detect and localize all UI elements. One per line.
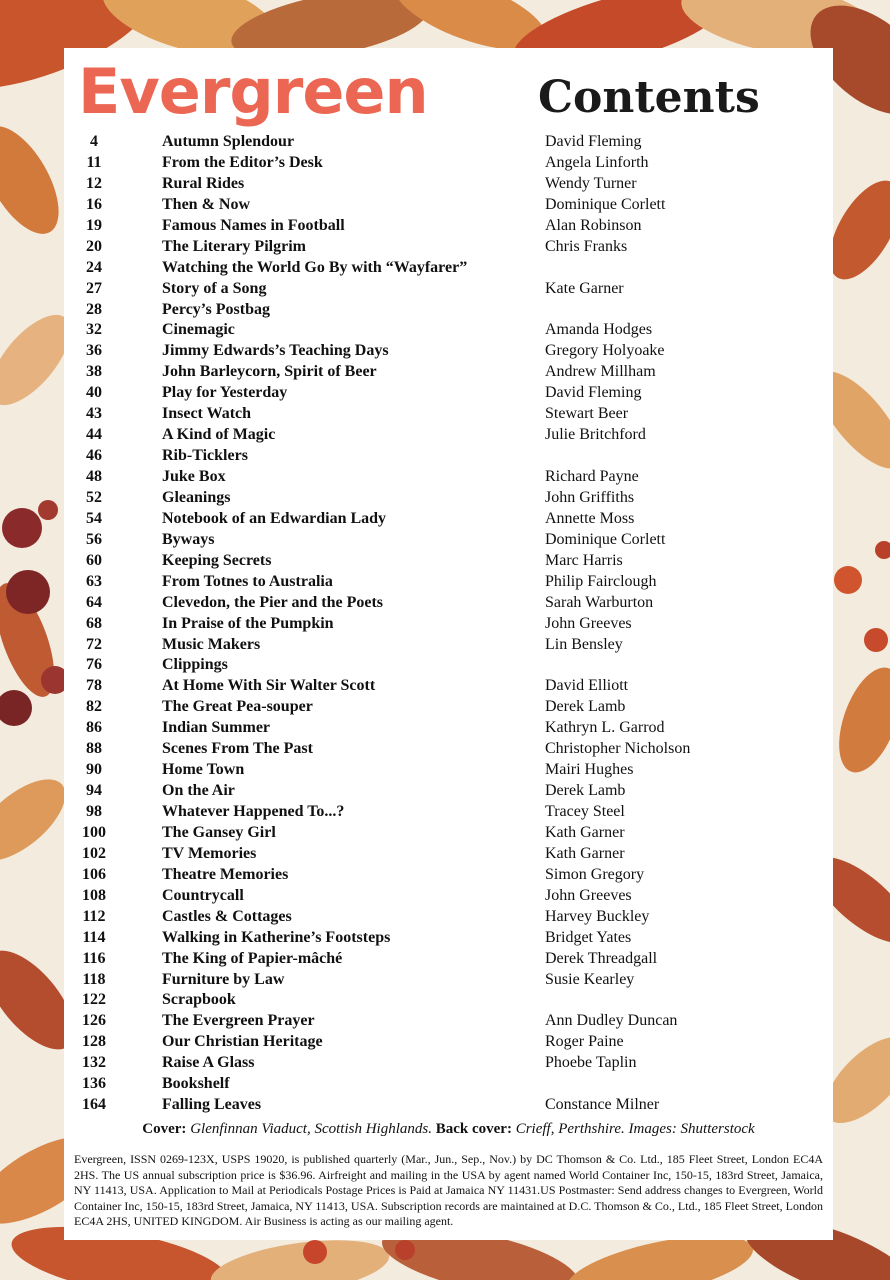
article-title: A Kind of Magic [162,426,276,444]
article-title: Music Makers [162,635,261,653]
author-name: Sarah Warburton [545,593,654,611]
back-cover-label: Back cover: [435,1121,512,1137]
article-title: Whatever Happened To...? [162,803,345,820]
article-title: Famous Names in Football [162,216,345,234]
toc-row [64,614,833,635]
toc-row [64,593,833,614]
page-number: 86 [86,719,102,737]
page-number: 16 [86,195,102,213]
toc-row [64,1095,833,1116]
article-title: Insect Watch [162,405,252,423]
toc-row [64,802,833,823]
toc-row [64,362,833,383]
author-name: David Fleming [545,133,642,150]
author-name: Harvey Buckley [545,907,650,925]
author-name: Dominique Corlett [545,530,666,548]
author-name: Susie Kearley [545,970,635,988]
page-number: 164 [82,1096,106,1114]
toc-row [64,467,833,488]
page-number: 56 [86,530,102,548]
author-name: Ann Dudley Duncan [545,1012,678,1030]
cover-text: Glenfinnan Viaduct, Scottish Highlands. [190,1121,432,1137]
toc-row [64,132,833,153]
toc-row [64,844,833,865]
article-title: Cinemagic [162,321,235,339]
page-number: 12 [86,174,102,192]
article-title: Byways [162,530,215,548]
toc-row [64,635,833,656]
article-title: Clevedon, the Pier and the Poets [162,593,384,611]
author-name: Alan Robinson [545,216,642,234]
toc-row [64,383,833,404]
masthead-logo: Evergreen [78,55,428,128]
page-number: 126 [82,1012,106,1030]
author-name: Philip Fairclough [545,572,657,590]
author-name: Gregory Holyoake [545,342,665,360]
article-title: Juke Box [162,468,226,485]
article-title: Rural Rides [162,174,245,192]
toc-row [64,320,833,341]
article-title: In Praise of the Pumpkin [162,614,334,632]
author-name: Richard Payne [545,468,639,485]
toc-row [64,216,833,237]
toc-row [64,928,833,949]
toc-row [64,697,833,718]
toc-row [64,237,833,258]
page-number: 48 [86,468,102,485]
article-title: The Evergreen Prayer [162,1012,315,1030]
author-name: Derek Threadgall [545,949,658,967]
toc-row [64,1053,833,1074]
back-cover-text: Crieff, Perthshire. Images: Shutterstock [515,1121,755,1137]
page-number: 38 [86,363,102,381]
author-name: Kathryn L. Garrod [545,719,665,737]
article-title: Clippings [162,656,228,674]
author-name: Chris Franks [545,237,628,255]
toc-row [64,174,833,195]
page-number: 54 [86,509,102,527]
article-title: Home Town [162,761,245,779]
page-number: 114 [82,928,106,946]
page-number: 88 [86,740,102,758]
author-name: Stewart Beer [545,405,629,423]
cover-credits [64,1121,833,1138]
article-title: Gleanings [162,488,231,506]
article-title: TV Memories [162,844,257,862]
toc-row [64,341,833,362]
author-name: David Elliott [545,677,629,695]
toc-row [64,300,833,321]
toc-row [64,530,833,551]
author-name: Marc Harris [545,551,623,569]
article-title: Keeping Secrets [162,551,272,569]
toc-row [64,1011,833,1032]
page-number: 122 [82,991,106,1009]
toc-row [64,425,833,446]
article-title: On the Air [162,782,235,800]
page-number: 28 [86,300,102,318]
table-of-contents [64,132,833,1116]
page-title: Contents [538,72,760,123]
toc-row [64,781,833,802]
toc-row [64,655,833,676]
toc-row [64,572,833,593]
author-name: John Greeves [545,886,632,904]
author-name: Derek Lamb [545,698,626,716]
article-title: Scrapbook [162,991,236,1009]
page-number: 102 [82,844,106,862]
toc-row [64,718,833,739]
article-title: Autumn Splendour [162,133,295,150]
author-name: Dominique Corlett [545,195,666,213]
author-name: David Fleming [545,384,642,402]
toc-row [64,970,833,991]
toc-row [64,823,833,844]
contents-panel [64,48,833,1240]
toc-row [64,990,833,1011]
article-title: Notebook of an Edwardian Lady [162,509,387,527]
article-title: Play for Yesterday [162,384,288,402]
article-title: Furniture by Law [162,970,285,988]
article-title: John Barleycorn, Spirit of Beer [162,363,377,381]
author-name: John Greeves [545,614,632,632]
article-title: Countrycall [162,886,244,904]
article-title: Walking in Katherine’s Footsteps [162,928,391,946]
page-number: 136 [82,1075,106,1093]
page-number: 112 [82,907,106,925]
article-title: Percy’s Postbag [162,300,270,318]
article-title: At Home With Sir Walter Scott [162,677,376,695]
article-title: Jimmy Edwards’s Teaching Days [162,342,389,360]
toc-row [64,1074,833,1095]
page-number: 44 [86,426,102,444]
page-number: 128 [82,1033,106,1051]
author-name: Tracey Steel [545,803,625,820]
page-number: 11 [86,153,102,171]
toc-row [64,760,833,781]
page-number: 60 [86,551,102,569]
author-name: Phoebe Taplin [545,1054,637,1072]
page-number: 52 [86,488,102,506]
page-number: 4 [90,133,98,150]
page-number: 94 [86,782,102,800]
toc-row [64,404,833,425]
page-number: 100 [82,823,106,841]
page-number: 106 [82,865,106,883]
article-title: Watching the World Go By with “Wayfarer” [162,258,468,276]
cover-label: Cover: [142,1121,187,1137]
page-number: 43 [86,405,102,423]
toc-row [64,258,833,279]
page-number: 132 [82,1054,106,1072]
author-name: Christopher Nicholson [545,740,691,758]
page-number: 64 [86,593,102,611]
author-name: Amanda Hodges [545,321,653,339]
article-title: Scenes From The Past [162,740,313,758]
toc-row [64,949,833,970]
page-number: 72 [86,635,102,653]
author-name: John Griffiths [545,488,635,506]
page-number: 27 [86,279,102,297]
author-name: Julie Britchford [545,426,646,444]
page-number: 68 [86,614,102,632]
publication-notice: Evergreen, ISSN 0269-123X, USPS 19020, is published quarterly (Mar., Jun., Sep., Nov.) by DC Thomson & Co. Ltd., 185 Fleet Street, London EC4A 2HS. The US annual subscription price is $36.96. Airfreight and mailing in the USA by agent named World Container Inc, 150-15, 183rd Street, Jamaica, NY 11413, USA. Application to Mail at Periodicals Postage Prices is Paid at Jamaica NY 11431.US Postmaster: Send address changes to Evergreen, World Container Inc, 150-15, 183rd Street, Jamaica, NY 11413, USA. Subscription records are maintained at D.C. Thomson & Co., Ltd., 185 Fleet Street, London EC4A 2HS, UNITED KINGDOM. Air Business is acting as our mailing agent. [74,1152,823,1229]
author-name: Wendy Turner [545,174,637,192]
toc-row [64,739,833,760]
toc-row [64,488,833,509]
author-name: Lin Bensley [545,635,623,653]
article-title: The Literary Pilgrim [162,237,306,255]
page-number: 20 [86,237,102,255]
article-title: Indian Summer [162,719,271,737]
article-title: The Great Pea-souper [162,698,313,716]
article-title: Theatre Memories [162,865,289,883]
page-number: 32 [86,321,102,339]
article-title: From Totnes to Australia [162,572,333,590]
page-number: 24 [86,258,102,276]
author-name: Andrew Millham [545,363,656,381]
toc-row [64,886,833,907]
author-name: Roger Paine [545,1033,624,1051]
article-title: Falling Leaves [162,1096,262,1114]
article-title: Raise A Glass [162,1054,255,1072]
page-number: 19 [86,216,102,234]
article-title: Then & Now [162,195,251,213]
toc-row [64,279,833,300]
toc-row [64,509,833,530]
toc-row [64,907,833,928]
page-number: 82 [86,698,102,716]
article-title: Bookshelf [162,1075,230,1093]
toc-row [64,153,833,174]
article-title: Castles & Cottages [162,907,292,925]
page-number: 116 [82,949,106,967]
page-number: 108 [82,886,106,904]
article-title: Rib-Ticklers [162,447,248,465]
page-number: 90 [86,761,102,779]
article-title: The Gansey Girl [162,823,276,841]
toc-row [64,1032,833,1053]
author-name: Annette Moss [545,509,635,527]
page-number: 63 [86,572,102,590]
page-number: 118 [82,970,106,988]
toc-row [64,676,833,697]
author-name: Kath Garner [545,823,625,841]
author-name: Angela Linforth [545,153,649,171]
page-number: 78 [86,677,102,695]
page-number: 46 [86,447,102,465]
article-title: The King of Papier-mâché [162,949,343,967]
toc-row [64,446,833,467]
author-name: Derek Lamb [545,782,626,800]
author-name: Bridget Yates [545,928,632,946]
article-title: Story of a Song [162,279,267,297]
article-title: Our Christian Heritage [162,1033,323,1051]
page-number: 98 [86,803,102,820]
toc-row [64,551,833,572]
author-name: Kate Garner [545,279,624,297]
author-name: Constance Milner [545,1096,660,1114]
article-title: From the Editor’s Desk [162,153,323,171]
author-name: Kath Garner [545,844,625,862]
page-number: 76 [86,656,102,674]
author-name: Simon Gregory [545,865,645,883]
toc-row [64,865,833,886]
page-number: 36 [86,342,102,360]
author-name: Mairi Hughes [545,761,634,779]
toc-row [64,195,833,216]
page-number: 40 [86,384,102,402]
